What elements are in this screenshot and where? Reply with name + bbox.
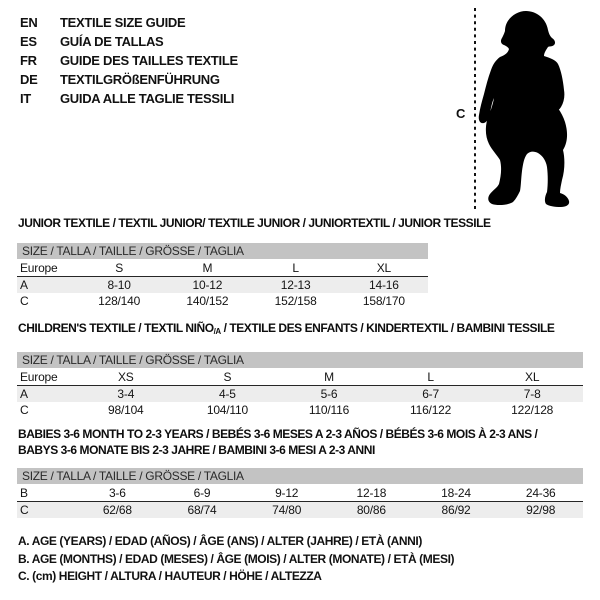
table-cell: L: [427, 369, 434, 384]
footnotes-block: [18, 534, 454, 587]
table-row-sizes: [17, 259, 428, 277]
table-cell: 116/122: [410, 403, 452, 417]
size-header-bar: SIZE / TALLA / TAILLE / GRÖSSE / TAGLIA: [17, 352, 583, 368]
table-cell: 24-36: [525, 485, 556, 500]
table-cell: 98/104: [108, 403, 144, 417]
children-size-table: [17, 352, 583, 418]
table-cell: 10-12: [192, 278, 223, 292]
table-cell: 62/68: [102, 503, 132, 517]
table-cell: 86/92: [441, 503, 471, 517]
row-label: B: [20, 485, 28, 500]
junior-section-title: JUNIOR TEXTILE / TEXTIL JUNIOR/ TEXTILE JUNIOR / JUNIORTEXTIL / JUNIOR TESSILE: [18, 216, 491, 230]
language-code: ES: [20, 34, 37, 49]
table-cell: 74/80: [272, 503, 302, 517]
table-row-height: [17, 293, 428, 309]
table-cell: 6-7: [422, 387, 439, 401]
row-label: C: [20, 294, 29, 308]
table-row-height: [17, 502, 583, 518]
footnote: B. AGE (MONTHS) / EDAD (MESES) / ÂGE (MOIS) / ALTER (MONATE) / ETÀ (MESI): [18, 551, 455, 566]
table-cell: S: [115, 260, 124, 275]
children-title-part1: CHILDREN'S TEXTILE / TEXTIL NIÑO: [18, 321, 214, 335]
row-label: Europe: [20, 369, 58, 384]
language-row: [20, 89, 238, 108]
table-cell: L: [292, 260, 299, 275]
babies-section-title: [18, 426, 537, 458]
table-row-age-months: [17, 484, 583, 502]
babies-title-line1: BABIES 3-6 MONTH TO 2-3 YEARS / BEBÉS 3-6 MESES A 2-3 AÑOS / BÉBÉS 3-6 MOIS À 2-3 ANS /: [18, 427, 538, 441]
language-code: DE: [20, 72, 38, 87]
table-cell: XL: [376, 260, 392, 275]
row-label: C: [20, 503, 29, 517]
table-cell: 68/74: [187, 503, 217, 517]
table-cell: 14-16: [369, 278, 399, 292]
table-cell: S: [223, 369, 232, 384]
language-title: TEXTILGRÖßENFÜHRUNG: [60, 72, 220, 87]
footnote: A. AGE (YEARS) / EDAD (AÑOS) / ÂGE (ANS) / ALTER (JAHRE) / ETÀ (ANNI): [18, 534, 422, 548]
row-label: A: [20, 278, 28, 292]
table-cell: XS: [117, 369, 134, 384]
table-cell: M: [202, 260, 213, 275]
language-row: [20, 32, 238, 51]
table-cell: 92/98: [526, 503, 556, 517]
table-row-age: [17, 386, 583, 402]
figure-label-c: C: [456, 106, 466, 121]
table-cell: 152/158: [274, 294, 317, 308]
table-cell: M: [324, 369, 334, 384]
table-cell: 110/116: [308, 403, 350, 417]
row-label: Europe: [20, 260, 58, 275]
baby-silhouette: [479, 11, 569, 207]
children-title-subscript: /A: [213, 327, 221, 336]
babies-size-table: [17, 468, 583, 518]
language-row: [20, 70, 238, 89]
language-code: IT: [20, 91, 31, 106]
table-cell: 5-6: [320, 387, 338, 401]
language-code: FR: [20, 53, 37, 68]
table-cell: 3-4: [117, 387, 135, 401]
row-label: A: [20, 387, 28, 401]
table-cell: 3-6: [108, 485, 126, 500]
table-cell: 12-18: [356, 485, 387, 500]
babies-title-line2: BABYS 3-6 MONATE BIS 2-3 JAHRE / BAMBINI 3-6 MESI A 2-3 ANNI: [18, 443, 375, 457]
size-header-bar: SIZE / TALLA / TAILLE / GRÖSSE / TAGLIA: [17, 468, 583, 484]
table-row-sizes: [17, 368, 583, 386]
table-cell: 8-10: [107, 278, 131, 292]
language-code: EN: [20, 15, 38, 30]
table-cell: 122/128: [511, 403, 554, 417]
language-title: GUIDE DES TAILLES TEXTILE: [60, 53, 238, 68]
table-cell: 80/86: [356, 503, 386, 517]
table-cell: 4-5: [219, 387, 236, 401]
language-row: [20, 51, 238, 70]
junior-size-table: [17, 243, 428, 309]
language-title: GUÍA DE TALLAS: [60, 34, 164, 49]
table-cell: 9-12: [275, 485, 299, 500]
children-section-title: [18, 321, 554, 336]
table-cell: 104/110: [206, 403, 248, 417]
footnote: C. (cm) HEIGHT / ALTURA / HAUTEUR / HÖHE / ALTEZZA: [18, 569, 322, 583]
table-cell: 18-24: [441, 485, 471, 500]
language-title: TEXTILE SIZE GUIDE: [60, 15, 186, 30]
table-cell: XL: [525, 369, 540, 384]
language-title: GUIDA ALLE TAGLIE TESSILI: [60, 91, 235, 106]
table-row-height: [17, 402, 583, 418]
table-cell: 7-8: [523, 387, 541, 401]
size-header-bar: SIZE / TALLA / TAILLE / GRÖSSE / TAGLIA: [17, 243, 428, 259]
table-cell: 128/140: [98, 294, 141, 308]
row-label: C: [20, 403, 29, 417]
table-cell: 140/152: [186, 294, 229, 308]
language-row: [20, 13, 238, 32]
language-guide-block: [20, 13, 238, 108]
table-cell: 12-13: [280, 278, 311, 292]
children-title-part2: / TEXTILE DES ENFANTS / KINDERTEXTIL / BAMBINI TESSILE: [220, 321, 555, 335]
table-cell: 158/170: [362, 294, 405, 308]
table-row-age: [17, 277, 428, 293]
table-cell: 6-9: [193, 485, 211, 500]
